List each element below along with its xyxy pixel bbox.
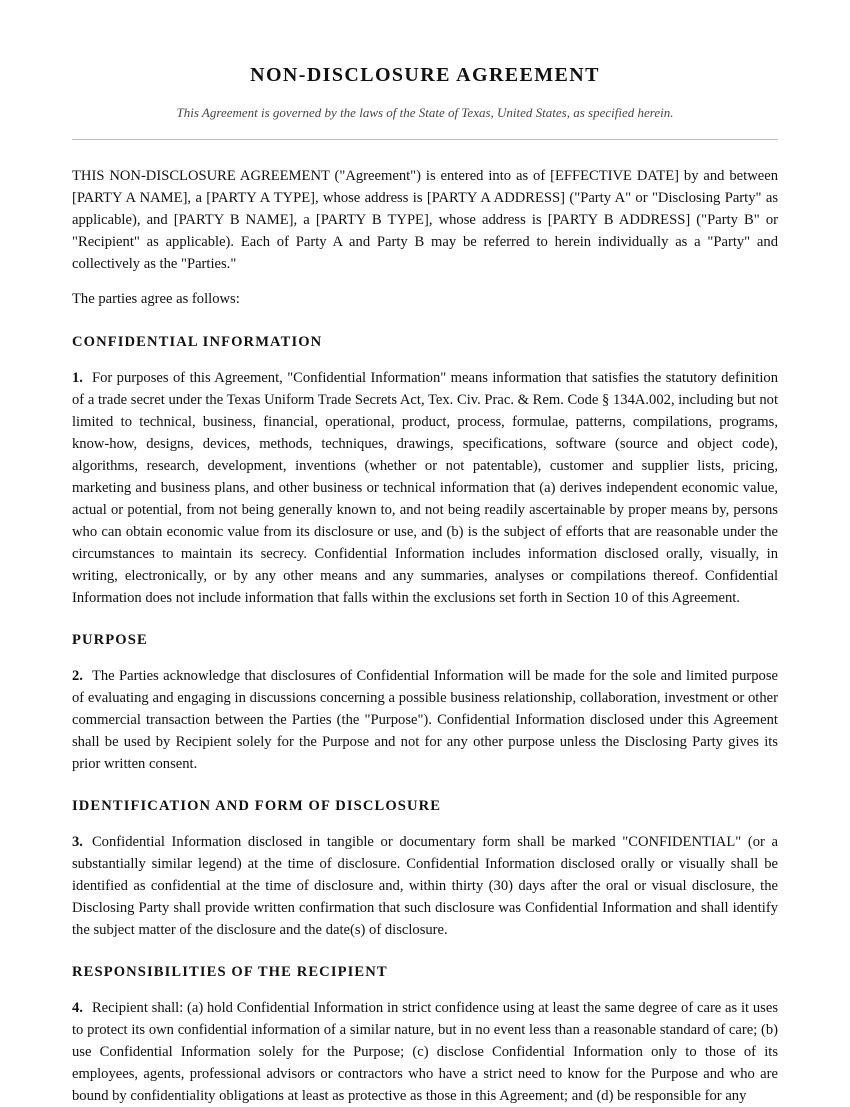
section-heading: IDENTIFICATION AND FORM OF DISCLOSURE [72, 798, 442, 814]
clause-paragraph [72, 367, 778, 609]
clause-text: Recipient shall: (a) hold Confidential Information in strict confidence using at least the same degree of care as it uses to protect its own confidential information of a similar nature, but in no event less than a reasonable standard of care; (b) use Confidential Information solely for the Purpose; (c) disclose Confidential Information only to those of its employees, agents, professional advisors or contractors who have a strict need to know for the Purpose and who are bound by confidentiality obligations at least as protective as those in this Agreement; and (d) be responsible for any [72, 1000, 778, 1104]
title-divider [72, 139, 778, 140]
clause-paragraph [72, 997, 778, 1107]
clause-text: Confidential Information disclosed in tangible or documentary form shall be marked "CONFIDENTIAL" (or a substantially similar legend) at the time of disclosure. Confidential Information disclosed orally or visually shall be identified as confidential at the time of disclosure and, within thirty (30) days after the oral or visual disclosure, the Disclosing Party shall provide written confirmation that such disclosure was Confidential Information and shall identify the subject matter of the disclosure and the date(s) of disclosure. [72, 834, 778, 938]
section-recipient-responsibilities [72, 962, 778, 1107]
preamble-paragraph: THIS NON-DISCLOSURE AGREEMENT ("Agreement") is entered into as of [EFFECTIVE DATE] by and between [PARTY A NAME], a [PARTY A TYPE], whose address is [PARTY A ADDRESS] ("Party A" or "Disclosing Party" as applicable), and [PARTY B NAME], a [PARTY B TYPE], whose address is [PARTY B ADDRESS] ("Party B" or "Recipient" as applicable). Each of Party A and Party B may be referred to herein individually as a "Party" and collectively as the "Parties." [72, 168, 778, 272]
document-page [72, 0, 778, 1107]
clause-number: 1. [72, 370, 83, 386]
clause-number: 4. [72, 1000, 83, 1016]
section-heading: PURPOSE [72, 632, 148, 648]
clause-paragraph [72, 665, 778, 775]
clause-text: For purposes of this Agreement, "Confidential Information" means information that satisfies the statutory definition of a trade secret under the Texas Uniform Trade Secrets Act, Tex. Civ. Prac. & Rem. Code § 134A.002, including but not limited to technical, business, financial, operational, product, process, formulae, patterns, compilations, programs, know-how, designs, devices, methods, techniques, drawings, specifications, software (source and object code), algorithms, research, development, inventions (whether or not patentable), customer and supplier lists, pricing, marketing and business plans, and other business or technical information that (a) derives independent economic value, actual or potential, from not being generally known to, and not being readily ascertainable by proper means by, persons who can obtain economic value from its disclosure or use, and (b) is the subject of efforts that are reasonable under the circumstances to maintain its secrecy. Confidential Information includes information disclosed orally, visually, in writing, electronically, or by any other means and any summaries, analyses or compilations thereof. Confidential Information does not include information that falls within the exclusions set forth in Section 10 of this Agreement. [72, 370, 778, 606]
clause-paragraph [72, 831, 778, 941]
governing-law-subtitle: This Agreement is governed by the laws of the State of Texas, United States, as specified herein. [176, 105, 674, 120]
clause-number: 2. [72, 668, 83, 684]
clause-text: The Parties acknowledge that disclosures of Confidential Information will be made for the sole and limited purpose of evaluating and engaging in discussions concerning a possible business relationship, collaboration, investment or other commercial transaction between the Parties (the "Purpose"). Confidential Information disclosed under this Agreement shall be used by Recipient solely for the Purpose and not for any other purpose unless the Disclosing Party gives its prior written consent. [72, 668, 778, 772]
section-confidential-information [72, 332, 778, 609]
section-heading: CONFIDENTIAL INFORMATION [72, 334, 323, 350]
agreement-lead-in: The parties agree as follows: [72, 291, 240, 307]
section-heading: RESPONSIBILITIES OF THE RECIPIENT [72, 964, 388, 980]
section-identification-and-form [72, 796, 778, 941]
document-title: NON-DISCLOSURE AGREEMENT [250, 64, 600, 86]
section-purpose [72, 630, 778, 775]
clause-number: 3. [72, 834, 83, 850]
